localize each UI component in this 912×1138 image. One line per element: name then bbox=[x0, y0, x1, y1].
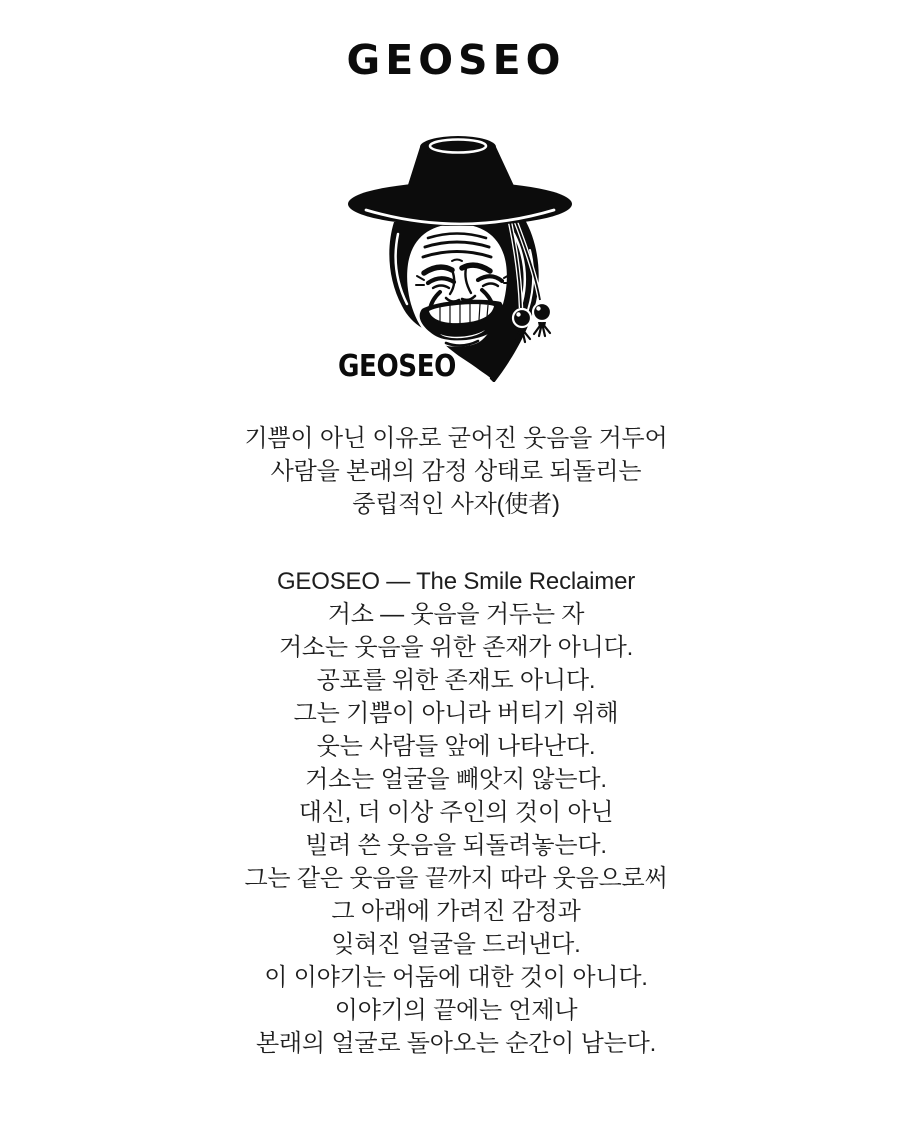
story-line: 거소 — 웃음을 거두는 자 bbox=[327, 601, 585, 628]
intro-line: 사람을 본래의 감정 상태로 되돌리는 bbox=[270, 458, 642, 485]
intro-line: 기쁨이 아닌 이유로 굳어진 웃음을 거두어 bbox=[244, 425, 668, 452]
logo-wordmark: GEOSEO bbox=[338, 349, 456, 382]
story-line: 잊혀진 얼굴을 드러낸다. bbox=[331, 931, 581, 958]
intro-text bbox=[0, 422, 912, 521]
page bbox=[0, 38, 912, 1060]
story-line: GEOSEO — The Smile Reclaimer bbox=[276, 568, 636, 595]
story-line: 대신, 더 이상 주인의 것이 아닌 bbox=[298, 799, 614, 826]
logo bbox=[0, 130, 912, 382]
gat-hat bbox=[348, 136, 572, 226]
story-line: 웃는 사람들 앞에 나타난다. bbox=[316, 733, 596, 760]
story-line: 본래의 얼굴로 돌아오는 순간이 남는다. bbox=[255, 1030, 657, 1057]
intro-line: 중립적인 사자(使者) bbox=[352, 491, 560, 518]
story-line: 거소는 웃음을 위한 존재가 아니다. bbox=[278, 634, 634, 661]
story-line: 공포를 위한 존재도 아니다. bbox=[316, 667, 596, 694]
story-line: 거소는 얼굴을 빼앗지 않는다. bbox=[305, 766, 607, 793]
story-line: 빌려 쓴 웃음을 되돌려놓는다. bbox=[305, 832, 607, 859]
story-line: 이 이야기는 어둠에 대한 것이 아니다. bbox=[264, 964, 648, 991]
story-line: 그는 기쁨이 아니라 버티기 위해 bbox=[293, 700, 619, 727]
story-line: 이야기의 끝에는 언제나 bbox=[334, 997, 578, 1024]
story-line: 그 아래에 가려진 감정과 bbox=[331, 898, 581, 925]
story-line: 그는 같은 웃음을 끝까지 따라 웃음으로써 bbox=[244, 865, 668, 892]
story-text bbox=[0, 565, 912, 1060]
hahoe-mask-logo-icon bbox=[336, 130, 576, 382]
brand-title: GEOSEO bbox=[346, 36, 566, 84]
